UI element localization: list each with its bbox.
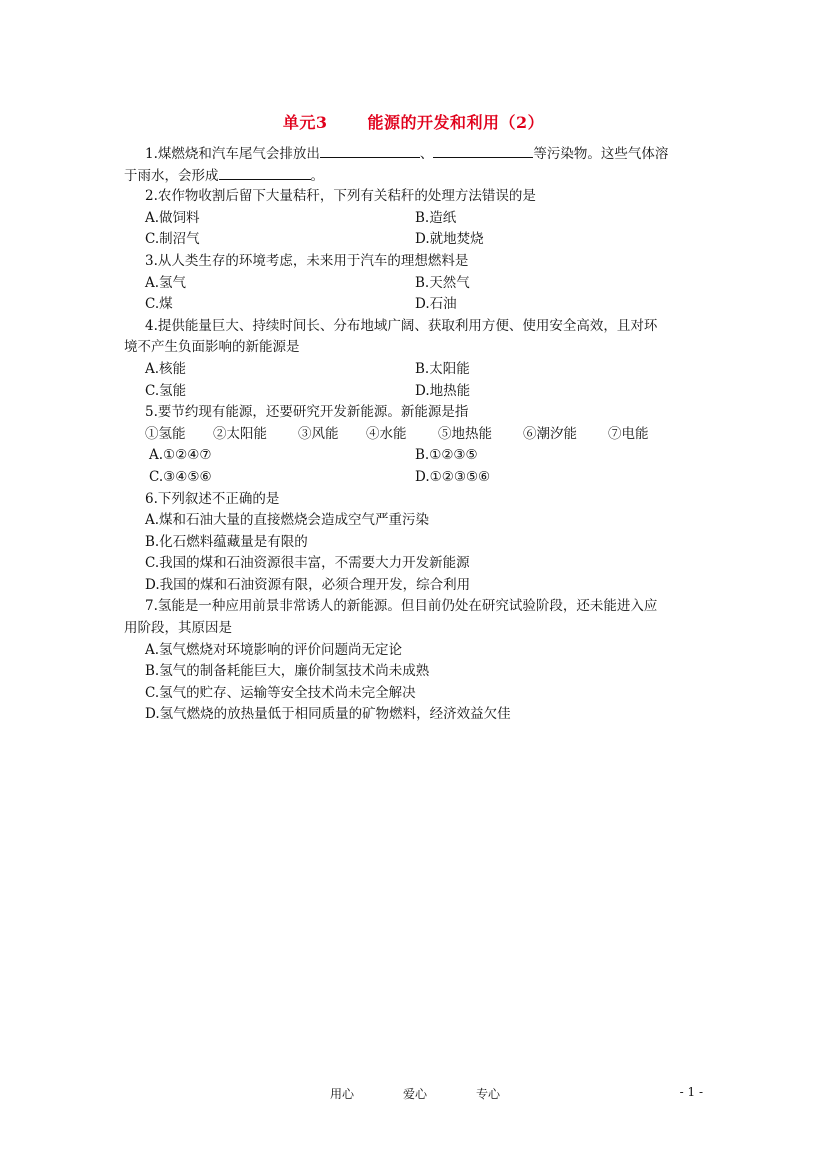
q3-option-c: C.煤 [145, 296, 173, 313]
q7-option-c: C.氢气的贮存、运输等安全技术尚未完全解决 [145, 684, 416, 701]
q5-item-4: ④水能 [366, 425, 407, 442]
q4-option-a: A.核能 [145, 360, 187, 377]
q6-stem: 6.下列叙述不正确的是 [145, 490, 280, 507]
page-number: - 1 - [679, 1085, 703, 1099]
title-topic: 能源的开发和利用（2） [367, 113, 545, 132]
q1-blank-3 [219, 165, 311, 180]
q3-stem: 3.从人类生存的环境考虑，未来用于汽车的理想燃料是 [145, 252, 469, 269]
q1-period: 。 [310, 167, 324, 184]
q4-stem-line1: 4.提供能量巨大、持续时间长、分布地域广阔、获取利用方便、使用安全高效，且对环 [145, 317, 658, 334]
q2-stem: 2.农作物收割后留下大量秸秆，下列有关秸秆的处理方法错误的是 [145, 188, 536, 205]
q3-option-d: D.石油 [415, 296, 457, 313]
q1-line2 [124, 165, 705, 187]
q3-option-b: B.天然气 [415, 274, 470, 291]
q5-stem: 5.要节约现有能源，还要研究开发新能源。新能源是指 [145, 404, 469, 421]
q5-item-7: ⑦电能 [608, 425, 649, 442]
q5-option-a: A.①②④⑦ [149, 447, 212, 464]
q5-option-c: C.③④⑤⑥ [149, 468, 212, 485]
q5-options-row2 [145, 467, 705, 489]
q3-options-row2 [145, 294, 705, 316]
q1-separator: 、 [419, 146, 434, 162]
footer-motto-3: 专心 [475, 1087, 500, 1101]
q6-option-c: C.我国的煤和石油资源很丰富，不需要大力开发新能源 [145, 555, 470, 572]
q1-blank-1 [320, 143, 420, 158]
q3-option-a: A.氢气 [145, 274, 187, 291]
page-title [0, 110, 827, 133]
question-body [124, 143, 705, 726]
q5-item-3: ③风能 [298, 425, 339, 442]
q5-item-2: ②太阳能 [213, 425, 267, 442]
q4-options-row1 [145, 359, 705, 381]
q7-stem-line2: 用阶段，其原因是 [124, 620, 232, 637]
q2-option-c: C.制沼气 [145, 231, 200, 248]
q6-option-d: D.我国的煤和石油资源有限，必须合理开发，综合利用 [145, 576, 471, 593]
q2-option-b: B.造纸 [415, 209, 457, 226]
q1-text: 1.煤燃烧和汽车尾气会排放出 [145, 146, 320, 162]
q4-stem-line2: 境不产生负面影响的新能源是 [124, 339, 300, 356]
q2-options-row2 [145, 229, 705, 251]
q4-option-d: D.地热能 [415, 382, 471, 399]
q7-stem-line1: 7.氢能是一种应用前景非常诱人的新能源。但目前仍处在研究试验阶段，还未能进入应 [145, 598, 658, 615]
q5-option-b: B.①②③⑤ [415, 447, 478, 464]
q4-option-b: B.太阳能 [415, 360, 470, 377]
footer-motto [330, 1085, 500, 1102]
q1-text-2: 等污染物。这些气体溶 [533, 146, 669, 162]
footer-motto-2: 爱心 [402, 1087, 427, 1101]
q4-options-row2 [145, 381, 705, 403]
q6-option-a: A.煤和石油大量的直接燃烧会造成空气严重污染 [145, 512, 430, 529]
title-unit: 单元3 [282, 113, 328, 132]
q7-option-b: B.氢气的制备耗能巨大，廉价制氢技术尚未成熟 [145, 663, 430, 680]
q4-option-c: C.氢能 [145, 382, 187, 399]
q1-line1 [145, 143, 705, 165]
q2-option-d: D.就地焚烧 [415, 231, 484, 248]
q2-options-row1 [145, 208, 705, 230]
footer-motto-1: 用心 [330, 1087, 355, 1101]
q5-item-1: ①氢能 [145, 425, 186, 442]
q3-options-row1 [145, 273, 705, 295]
q1-blank-2 [433, 143, 533, 158]
q7-option-d: D.氢气燃烧的放热量低于相同质量的矿物燃料，经济效益欠佳 [145, 706, 511, 723]
q5-energy-list [145, 424, 705, 446]
q5-options-row1 [145, 445, 705, 467]
q2-option-a: A.做饲料 [145, 209, 200, 226]
q1-text-3: 于雨水，会形成 [124, 167, 219, 184]
q5-item-5: ⑤地热能 [438, 425, 492, 442]
q6-option-b: B.化石燃料蕴藏量是有限的 [145, 533, 308, 550]
q5-option-d: D.①②③⑤⑥ [415, 468, 491, 485]
q7-option-a: A.氢气燃烧对环境影响的评价问题尚无定论 [145, 641, 403, 658]
q5-item-6: ⑥潮汐能 [523, 425, 577, 442]
